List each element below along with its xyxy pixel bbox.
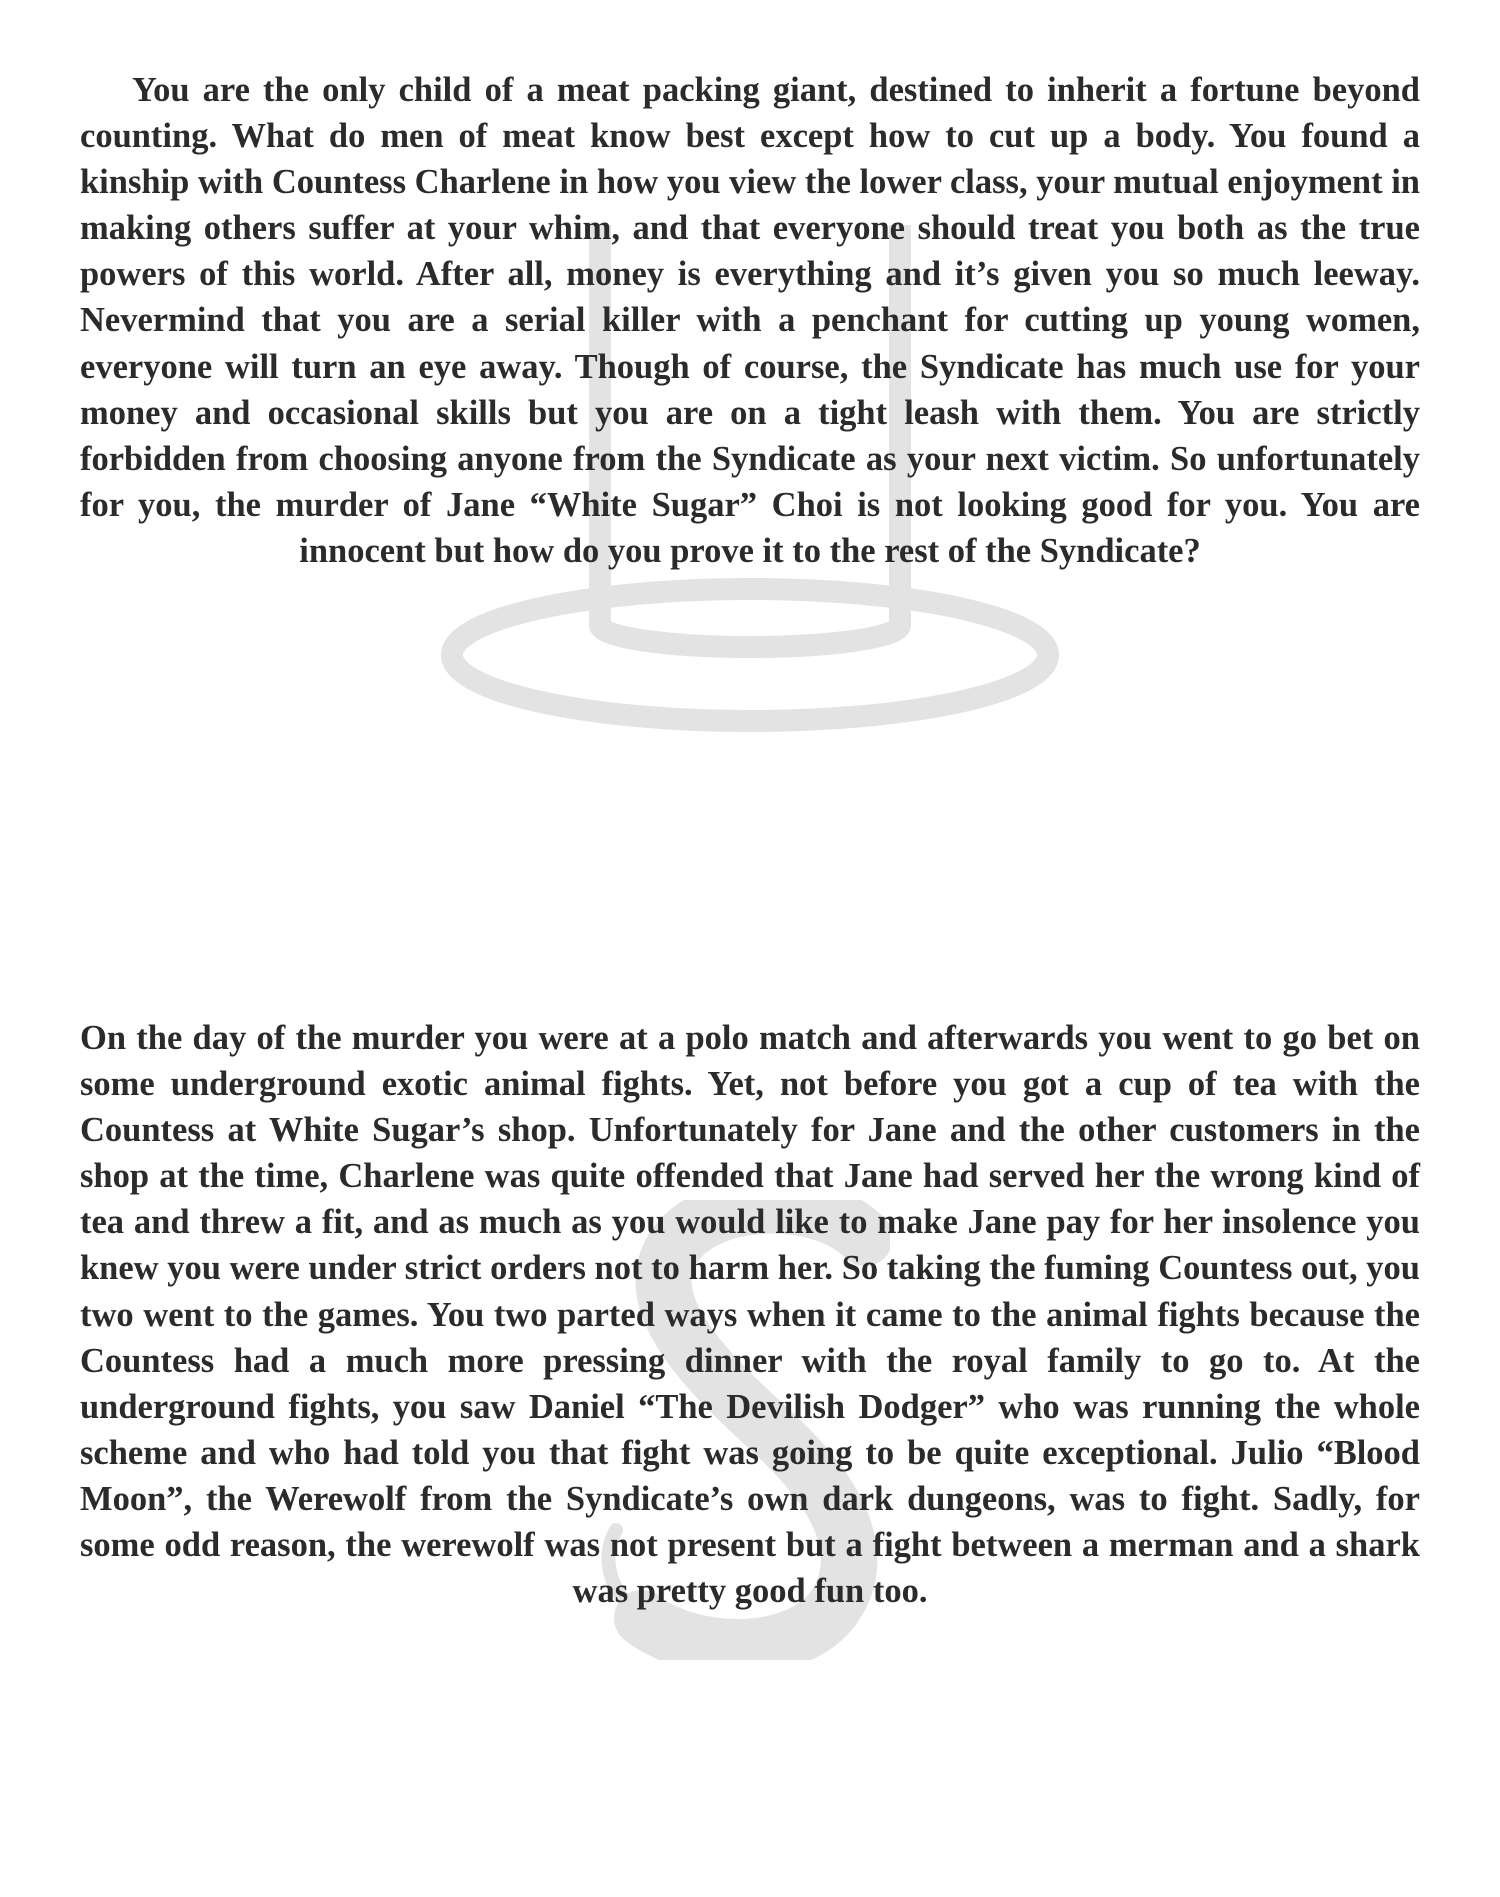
story-paragraph-1: You are the only child of a meat packing giant, destined to inherit a fortune beyond counting. What do men of meat know best except how to cut up a body. You found a kinship with Countess Charlene in how you view the lower class, your mutual enjoyment in making others suffer at your whim, and that everyone should treat you both as the true powers of this world. After all, money is everything and it’s given you so much leeway. Nevermind that you are a serial killer with a penchant for cutting up young women, everyone will turn an eye away. Though of course, the Syndicate has much use for your money and occasional skills but you are on a tight leash with them. You are strictly forbidden from choosing anyone from the Syndicate as your next victim. So unfortunately for you, the murder of Jane “White Sugar” Choi is not looking good for you. You are innocent but how do you prove it to the rest of the Syndicate? <box>80 71 1420 570</box>
story-paragraph-2: On the day of the murder you were at a polo match and afterwards you went to go bet on some underground exotic animal fights. Yet, not before you got a cup of tea with the Countess at White Sugar’s shop. Unfortunately for Jane and the other customers in the shop at the time, Charlene was quite offended that Jane had served her the wrong kind of tea and threw a fit, and as much as you would like to make Jane pay for her insolence you knew you were under strict orders not to harm her. So taking the fuming Countess out, you two went to the games. You two parted ways when it came to the animal fights because the Countess had a much more pressing dinner with the royal family to go to. At the underground fights, you saw Daniel “The Devilish Dodger” who was running the whole scheme and who had told you that fight was going to be quite exceptional. Julio “Blood Moon”, the Werewolf from the Syndicate’s own dark dungeons, was to fight. Sadly, for some odd reason, the werewolf was not present but a fight between a merman and a shark was pretty good fun too. <box>80 1019 1420 1611</box>
